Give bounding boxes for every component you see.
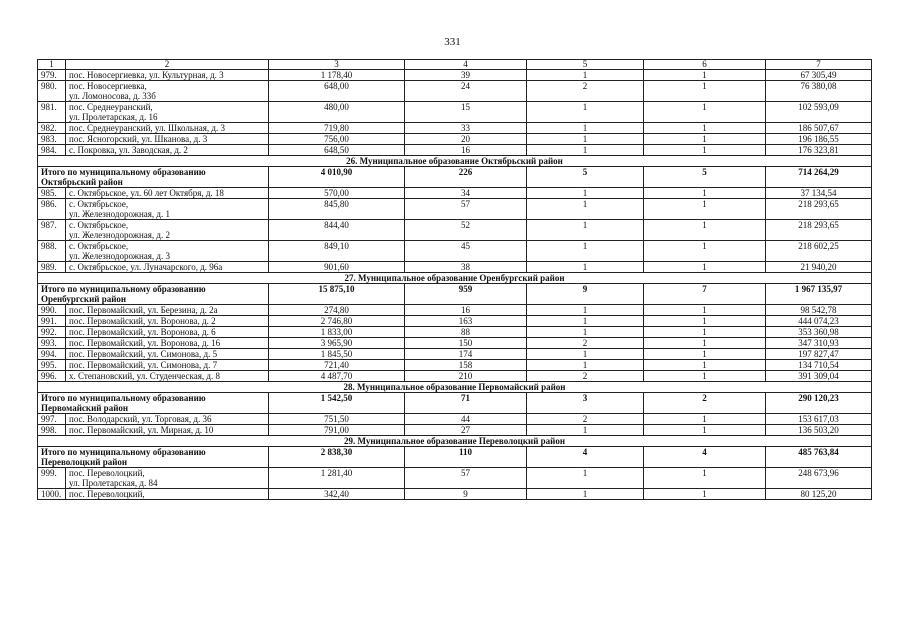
area-cell: 849,10 (269, 241, 405, 262)
residents-cell: 9 (405, 489, 527, 500)
amount-cell: 218 602,25 (766, 241, 872, 262)
address-cell (66, 489, 269, 500)
area-cell: 845,80 (269, 199, 405, 220)
section-title: 28. Муниципальное образование Первомайский район (38, 382, 872, 393)
amount-cell: 98 542,78 (766, 305, 872, 316)
residents-cell: 27 (405, 425, 527, 436)
total-label (38, 284, 269, 305)
count-cell: 1 (644, 371, 766, 382)
count-cell: 4 (644, 447, 766, 468)
address-cell (66, 199, 269, 220)
address-line: пос. Володарский, ул. Торговая, д. 36 (69, 414, 212, 424)
count-cell: 7 (644, 284, 766, 305)
header-cell: 5 (527, 60, 644, 70)
row-number: 996. (38, 371, 66, 382)
residents-cell: 110 (405, 447, 527, 468)
count-cell: 1 (644, 360, 766, 371)
area-cell: 2 838,30 (269, 447, 405, 468)
area-cell: 648,50 (269, 145, 405, 156)
amount-cell: 196 186,55 (766, 134, 872, 145)
address-cell (66, 81, 269, 102)
residents-cell: 210 (405, 371, 527, 382)
count-cell: 1 (644, 123, 766, 134)
count-cell: 1 (644, 81, 766, 102)
address-line: пос. Переволоцкий, (69, 489, 145, 499)
address-line: пос. Новосергиевка, (69, 81, 147, 91)
count-cell: 1 (527, 199, 644, 220)
address-line: ул. Железнодорожная, д. 3 (69, 251, 171, 261)
table-row (38, 102, 872, 123)
address-cell (66, 70, 269, 81)
address-line: пос. Первомайский, ул. Мирная, д. 10 (69, 425, 214, 435)
amount-cell: 186 507,67 (766, 123, 872, 134)
area-cell: 480,00 (269, 102, 405, 123)
area-cell: 15 875,10 (269, 284, 405, 305)
header-cell: 7 (766, 60, 872, 70)
count-cell: 1 (527, 220, 644, 241)
row-number: 980. (38, 81, 66, 102)
area-cell: 1 845,50 (269, 349, 405, 360)
residents-cell: 34 (405, 188, 527, 199)
count-cell: 1 (644, 425, 766, 436)
residents-cell: 959 (405, 284, 527, 305)
row-number: 997. (38, 414, 66, 425)
residents-cell: 150 (405, 338, 527, 349)
amount-cell: 248 673,96 (766, 468, 872, 489)
amount-cell: 353 360,98 (766, 327, 872, 338)
table-row (38, 134, 872, 145)
address-cell (66, 220, 269, 241)
address-cell (66, 316, 269, 327)
residents-cell: 45 (405, 241, 527, 262)
residents-cell: 163 (405, 316, 527, 327)
residents-cell: 174 (405, 349, 527, 360)
amount-cell: 76 380,08 (766, 81, 872, 102)
amount-cell: 197 827,47 (766, 349, 872, 360)
register-table (37, 59, 872, 500)
address-line: ул. Пролетарская, д. 16 (69, 112, 158, 122)
area-cell: 274,80 (269, 305, 405, 316)
table-row (38, 414, 872, 425)
area-cell: 342,40 (269, 489, 405, 500)
area-cell: 756,00 (269, 134, 405, 145)
header-cell: 3 (269, 60, 405, 70)
section-heading-row (38, 273, 872, 284)
total-label-line: Октябрьский район (41, 177, 123, 187)
address-line: с. Октябрьское, ул. Луначарского, д. 96а (69, 262, 223, 272)
amount-cell: 391 309,04 (766, 371, 872, 382)
section-heading-row (38, 382, 872, 393)
amount-cell: 1 967 135,97 (766, 284, 872, 305)
row-number: 981. (38, 102, 66, 123)
row-number: 985. (38, 188, 66, 199)
amount-cell: 153 617,03 (766, 414, 872, 425)
amount-cell: 21 940,20 (766, 262, 872, 273)
area-cell: 901,60 (269, 262, 405, 273)
count-cell: 1 (527, 327, 644, 338)
total-label-line: Итого по муниципальному образованию (41, 447, 206, 457)
address-cell (66, 145, 269, 156)
total-row (38, 447, 872, 468)
address-line: с. Октябрьское, ул. 60 лет Октября, д. 18 (69, 188, 224, 198)
area-cell: 791,00 (269, 425, 405, 436)
count-cell: 1 (527, 305, 644, 316)
address-line: пос. Переволоцкий, (69, 468, 145, 478)
count-cell: 1 (527, 425, 644, 436)
count-cell: 1 (527, 102, 644, 123)
count-cell: 2 (527, 81, 644, 102)
address-cell (66, 305, 269, 316)
count-cell: 1 (644, 327, 766, 338)
amount-cell: 67 305,49 (766, 70, 872, 81)
amount-cell: 290 120,23 (766, 393, 872, 414)
table-row (38, 262, 872, 273)
amount-cell: 218 293,65 (766, 199, 872, 220)
table-row (38, 468, 872, 489)
amount-cell: 136 503,20 (766, 425, 872, 436)
area-cell: 719,80 (269, 123, 405, 134)
residents-cell: 226 (405, 167, 527, 188)
area-cell: 648,00 (269, 81, 405, 102)
address-cell (66, 338, 269, 349)
count-cell: 1 (644, 338, 766, 349)
address-cell (66, 134, 269, 145)
table-header-row (38, 60, 872, 70)
total-label-line: Итого по муниципальному образованию (41, 284, 206, 294)
row-number: 979. (38, 70, 66, 81)
address-line: ул. Железнодорожная, д. 2 (69, 230, 171, 240)
residents-cell: 57 (405, 199, 527, 220)
total-row (38, 393, 872, 414)
table-row (38, 305, 872, 316)
count-cell: 3 (527, 393, 644, 414)
count-cell: 2 (527, 338, 644, 349)
count-cell: 1 (527, 134, 644, 145)
residents-cell: 33 (405, 123, 527, 134)
count-cell: 1 (644, 145, 766, 156)
header-cell: 1 (38, 60, 66, 70)
count-cell: 1 (527, 360, 644, 371)
count-cell: 5 (644, 167, 766, 188)
table-row (38, 349, 872, 360)
total-label-line: Переволоцкий район (41, 457, 128, 467)
total-label (38, 167, 269, 188)
count-cell: 1 (644, 70, 766, 81)
address-cell (66, 123, 269, 134)
total-label (38, 393, 269, 414)
address-line: пос. Первомайский, ул. Симонова, д. 7 (69, 360, 218, 370)
table-row (38, 70, 872, 81)
address-line: ул. Ломоносова, д. 33б (69, 91, 156, 101)
row-number: 992. (38, 327, 66, 338)
section-heading-row (38, 156, 872, 167)
residents-cell: 158 (405, 360, 527, 371)
area-cell: 1 833,00 (269, 327, 405, 338)
area-cell: 1 542,50 (269, 393, 405, 414)
count-cell: 1 (644, 316, 766, 327)
count-cell: 1 (527, 468, 644, 489)
count-cell: 1 (644, 489, 766, 500)
row-number: 989. (38, 262, 66, 273)
area-cell: 4 010,90 (269, 167, 405, 188)
area-cell: 844,40 (269, 220, 405, 241)
count-cell: 1 (644, 414, 766, 425)
residents-cell: 44 (405, 414, 527, 425)
row-number: 1000. (38, 489, 66, 500)
table-row (38, 145, 872, 156)
count-cell: 1 (527, 316, 644, 327)
row-number: 988. (38, 241, 66, 262)
amount-cell: 176 323,81 (766, 145, 872, 156)
table-row (38, 188, 872, 199)
row-number: 987. (38, 220, 66, 241)
row-number: 998. (38, 425, 66, 436)
address-line: пос. Первомайский, ул. Воронова, д. 2 (69, 316, 216, 326)
address-line: ул. Железнодорожная, д. 1 (69, 209, 171, 219)
count-cell: 1 (527, 123, 644, 134)
area-cell: 721,40 (269, 360, 405, 371)
total-label-line: Итого по муниципальному образованию (41, 167, 206, 177)
row-number: 994. (38, 349, 66, 360)
count-cell: 1 (644, 199, 766, 220)
section-title: 27. Муниципальное образование Оренбургский район (38, 273, 872, 284)
count-cell: 1 (527, 262, 644, 273)
row-number: 986. (38, 199, 66, 220)
table-row (38, 327, 872, 338)
total-label-line: Первомайский район (41, 403, 129, 413)
residents-cell: 57 (405, 468, 527, 489)
table-row (38, 360, 872, 371)
row-number: 982. (38, 123, 66, 134)
count-cell: 1 (644, 241, 766, 262)
area-cell: 3 965,90 (269, 338, 405, 349)
amount-cell: 102 593,09 (766, 102, 872, 123)
section-title: 29. Муниципальное образование Переволоцкий район (38, 436, 872, 447)
address-line: пос. Среднеуранский, ул. Школьная, д. 3 (69, 123, 225, 133)
count-cell: 2 (527, 371, 644, 382)
address-cell (66, 468, 269, 489)
address-line: пос. Новосергиевка, ул. Культурная, д. 3 (69, 70, 224, 80)
address-cell (66, 241, 269, 262)
table-row (38, 371, 872, 382)
section-title: 26. Муниципальное образование Октябрьский район (38, 156, 872, 167)
residents-cell: 16 (405, 305, 527, 316)
table-row (38, 338, 872, 349)
table-row (38, 123, 872, 134)
count-cell: 1 (644, 468, 766, 489)
row-number: 999. (38, 468, 66, 489)
amount-cell: 714 264,29 (766, 167, 872, 188)
address-line: пос. Первомайский, ул. Воронова, д. 16 (69, 338, 221, 348)
count-cell: 1 (527, 145, 644, 156)
total-label-line: Итого по муниципальному образованию (41, 393, 206, 403)
residents-cell: 16 (405, 145, 527, 156)
count-cell: 1 (644, 305, 766, 316)
address-line: пос. Первомайский, ул. Симонова, д. 5 (69, 349, 218, 359)
address-cell (66, 262, 269, 273)
table-row (38, 425, 872, 436)
header-cell: 6 (644, 60, 766, 70)
header-cell: 2 (66, 60, 269, 70)
count-cell: 1 (644, 262, 766, 273)
row-number: 984. (38, 145, 66, 156)
count-cell: 1 (644, 220, 766, 241)
residents-cell: 24 (405, 81, 527, 102)
address-line: с. Октябрьское, (69, 199, 129, 209)
address-line: х. Степановский, ул. Студенческая, д. 8 (69, 371, 220, 381)
count-cell: 4 (527, 447, 644, 468)
table-row (38, 199, 872, 220)
address-line: пос. Ясногорский, ул. Шканова, д. 3 (69, 134, 208, 144)
address-cell (66, 327, 269, 338)
address-cell (66, 425, 269, 436)
count-cell: 9 (527, 284, 644, 305)
table-row (38, 241, 872, 262)
area-cell: 1 281,40 (269, 468, 405, 489)
header-cell: 4 (405, 60, 527, 70)
address-cell (66, 188, 269, 199)
total-label-line: Оренбургский район (41, 294, 127, 304)
address-line: пос. Первомайский, ул. Березина, д. 2а (69, 305, 218, 315)
residents-cell: 39 (405, 70, 527, 81)
count-cell: 1 (644, 349, 766, 360)
count-cell: 1 (527, 70, 644, 81)
table-row (38, 316, 872, 327)
total-row (38, 167, 872, 188)
amount-cell: 444 074,23 (766, 316, 872, 327)
residents-cell: 20 (405, 134, 527, 145)
count-cell: 1 (527, 489, 644, 500)
table-row (38, 81, 872, 102)
residents-cell: 71 (405, 393, 527, 414)
address-line: с. Октябрьское, (69, 241, 129, 251)
amount-cell: 80 125,20 (766, 489, 872, 500)
count-cell: 1 (527, 241, 644, 262)
row-number: 995. (38, 360, 66, 371)
total-row (38, 284, 872, 305)
address-line: ул. Пролетарская, д. 84 (69, 478, 158, 488)
residents-cell: 52 (405, 220, 527, 241)
residents-cell: 88 (405, 327, 527, 338)
page-number: 331 (444, 36, 461, 48)
count-cell: 2 (527, 414, 644, 425)
table-row (38, 220, 872, 241)
address-cell (66, 102, 269, 123)
row-number: 991. (38, 316, 66, 327)
residents-cell: 38 (405, 262, 527, 273)
residents-cell: 15 (405, 102, 527, 123)
total-label (38, 447, 269, 468)
amount-cell: 485 763,84 (766, 447, 872, 468)
table-row (38, 489, 872, 500)
amount-cell: 134 710,54 (766, 360, 872, 371)
row-number: 983. (38, 134, 66, 145)
count-cell: 1 (527, 188, 644, 199)
count-cell: 1 (644, 134, 766, 145)
count-cell: 1 (644, 102, 766, 123)
address-cell (66, 360, 269, 371)
address-line: с. Покровка, ул. Заводская, д. 2 (69, 145, 188, 155)
address-cell (66, 371, 269, 382)
address-cell (66, 414, 269, 425)
area-cell: 4 487,70 (269, 371, 405, 382)
address-line: с. Октябрьское, (69, 220, 129, 230)
area-cell: 751,50 (269, 414, 405, 425)
section-heading-row (38, 436, 872, 447)
address-cell (66, 349, 269, 360)
area-cell: 570,00 (269, 188, 405, 199)
row-number: 990. (38, 305, 66, 316)
address-line: пос. Первомайский, ул. Воронова, д. 6 (69, 327, 216, 337)
count-cell: 5 (527, 167, 644, 188)
count-cell: 1 (527, 349, 644, 360)
amount-cell: 37 134,54 (766, 188, 872, 199)
count-cell: 1 (644, 188, 766, 199)
area-cell: 1 178,40 (269, 70, 405, 81)
amount-cell: 218 293,65 (766, 220, 872, 241)
amount-cell: 347 310,93 (766, 338, 872, 349)
count-cell: 2 (644, 393, 766, 414)
row-number: 993. (38, 338, 66, 349)
area-cell: 2 746,80 (269, 316, 405, 327)
address-line: пос. Среднеуранский, (69, 102, 153, 112)
